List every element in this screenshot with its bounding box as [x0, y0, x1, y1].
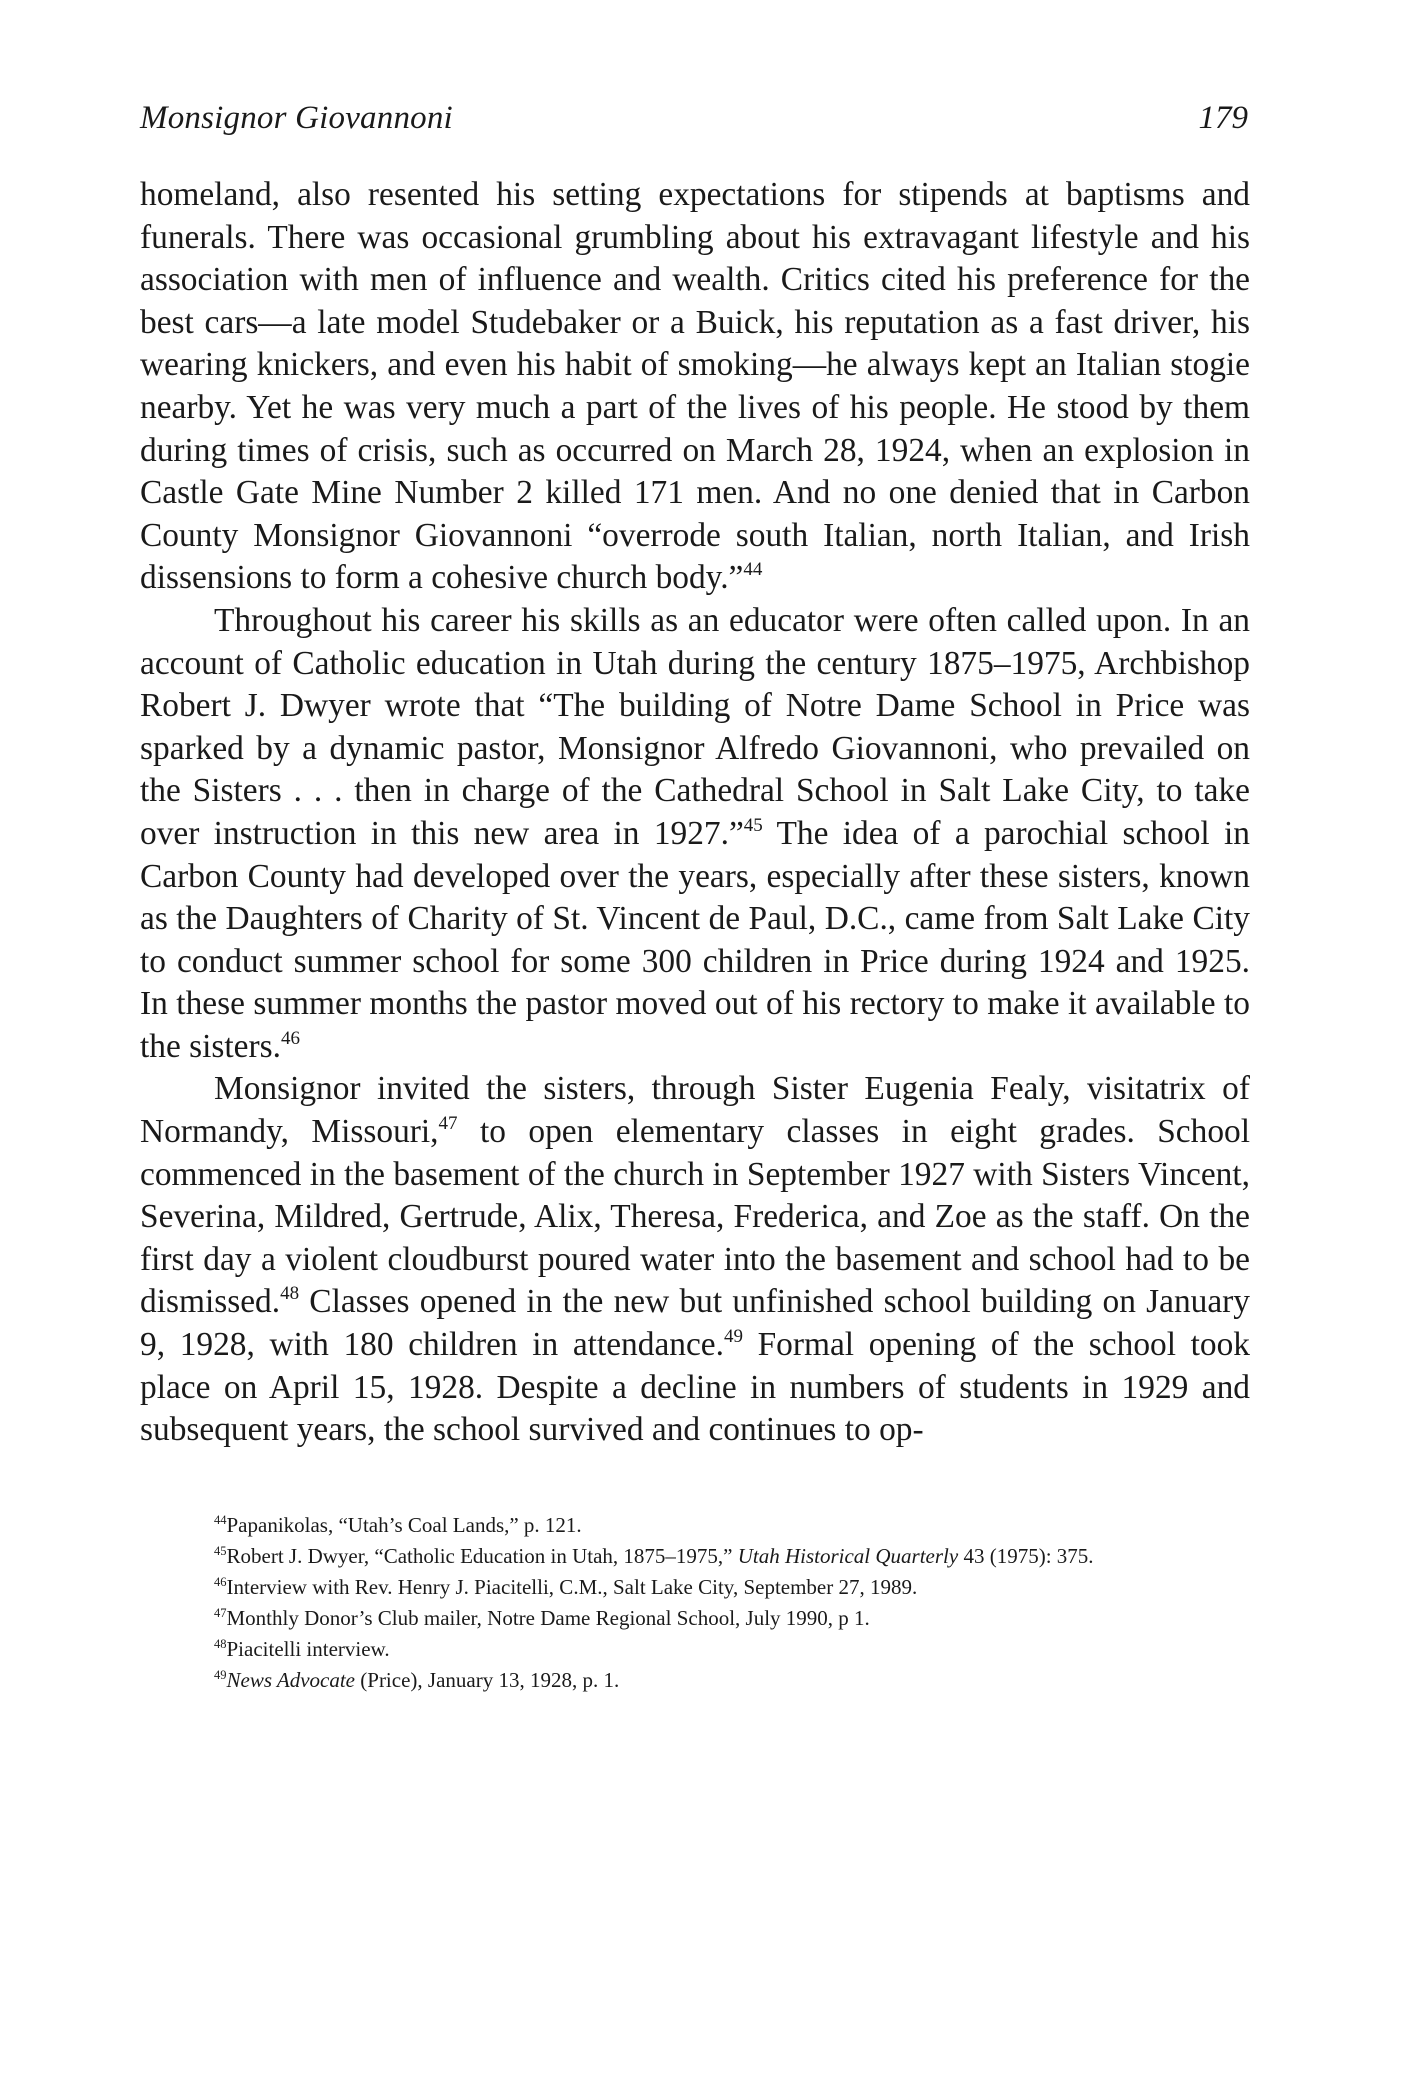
page-number: 179: [1198, 100, 1248, 136]
body-text: [140, 174, 1250, 1452]
footnote-reference: 45: [743, 814, 763, 836]
text-run: Interview with Rev. Henry J. Piacitelli, C.M., Salt Lake City, September 27, 1989.: [226, 1574, 918, 1599]
running-head: [140, 96, 1250, 140]
footnote-reference: 49: [723, 1326, 743, 1348]
footnote-number: 47: [214, 1605, 227, 1620]
footnote-number: 45: [214, 1543, 227, 1558]
paragraph: [140, 1068, 1250, 1451]
text-run: 43 (1975): 375.: [958, 1543, 1094, 1568]
italic-title: Utah Historical Quarterly: [737, 1543, 959, 1568]
book-page: [140, 96, 1250, 2036]
footnote: [140, 1665, 1250, 1696]
footnote-reference: 48: [280, 1283, 300, 1305]
footnote: [140, 1510, 1250, 1541]
text-run: Monthly Donor’s Club mailer, Notre Dame Regional School, July 1990, p 1.: [226, 1605, 870, 1630]
footnotes: [140, 1510, 1250, 1696]
footnote-reference: 47: [438, 1113, 458, 1135]
text-run: The idea of a parochial school in Carbon County had developed over the years, especially after these sisters, known as the Daughters of Charity of St. Vincent de Paul, D.C., came from Salt Lake City to conduct summer school for some 300 children in Price during 1924 and 1925. In these summer months the pastor moved out of his rectory to make it available to the sisters.: [140, 814, 1250, 1065]
text-run: homeland, also resented his setting expectations for stipends at baptisms and funerals. There was occasional grumbling about his extravagant lifestyle and his association with men of influence and wealth. Critics cited his preference for the best cars—a late model Studebaker or a Buick, his reputation as a fast driver, his wearing knickers, and even his habit of smoking—he always kept an Italian stogie nearby. Yet he was very much a part of the lives of his people. He stood by them during times of crisis, such as occurred on March 28, 1924, when an explosion in Castle Gate Mine Number 2 killed 171 men. And no one denied that in Carbon County Monsignor Giovannoni “overrode south Italian, north Italian, and Irish dissensions to form a cohesive church body.”: [140, 176, 1250, 597]
text-run: Throughout his career his skills as an educator were often called upon. In an account of Catholic education in Utah during the century 1875–1975, Archbishop Robert J. Dwyer wrote that “The building of Notre Dame School in Price was sparked by a dynamic pastor, Monsignor Alfredo Giovannoni, who prevailed on the Sisters . . . then in charge of the Cathedral School in Salt Lake City, to take over instruction in this new area in 1927.”: [140, 601, 1250, 852]
footnote-reference: 44: [743, 559, 763, 581]
footnote: [140, 1603, 1250, 1634]
text-run: Piacitelli interview.: [226, 1636, 390, 1661]
paragraph: [140, 174, 1250, 600]
text-run: to open elementary classes in eight grades. School commenced in the basement of the church in September 1927 with Sisters Vincent, Severina, Mildred, Gertrude, Alix, Theresa, Frederica, and Zoe as the staff. On the first day a violent cloudburst poured water into the basement and school had to be dismissed.: [140, 1113, 1250, 1321]
text-run: Classes opened in the new but unfinished school building on January 9, 1928, with 180 children in attendance.: [140, 1283, 1250, 1364]
paragraph: [140, 600, 1250, 1069]
italic-title: News Advocate: [226, 1667, 356, 1692]
footnote-number: 46: [214, 1574, 227, 1589]
text-run: Papanikolas, “Utah’s Coal Lands,” p. 121.: [226, 1512, 582, 1537]
footnote: [140, 1634, 1250, 1665]
footnote-number: 49: [214, 1667, 227, 1682]
text-run: Formal opening of the school took place on April 15, 1928. Despite a decline in numbers of students in 1929 and subsequent years, the school survived and continues to op-: [140, 1326, 1250, 1449]
footnote-number: 44: [214, 1512, 227, 1527]
footnote: [140, 1541, 1250, 1572]
text-run: Robert J. Dwyer, “Catholic Education in Utah, 1875–1975,”: [226, 1543, 738, 1568]
footnote: [140, 1572, 1250, 1603]
running-head-title: Monsignor Giovannoni: [140, 100, 453, 136]
text-run: Monsignor invited the sisters, through Sister Eugenia Fealy, visitatrix of Normandy, Missouri,: [140, 1070, 1250, 1151]
text-run: (Price), January 13, 1928, p. 1.: [355, 1667, 620, 1692]
footnote-reference: 46: [280, 1027, 300, 1049]
footnote-number: 48: [214, 1636, 227, 1651]
